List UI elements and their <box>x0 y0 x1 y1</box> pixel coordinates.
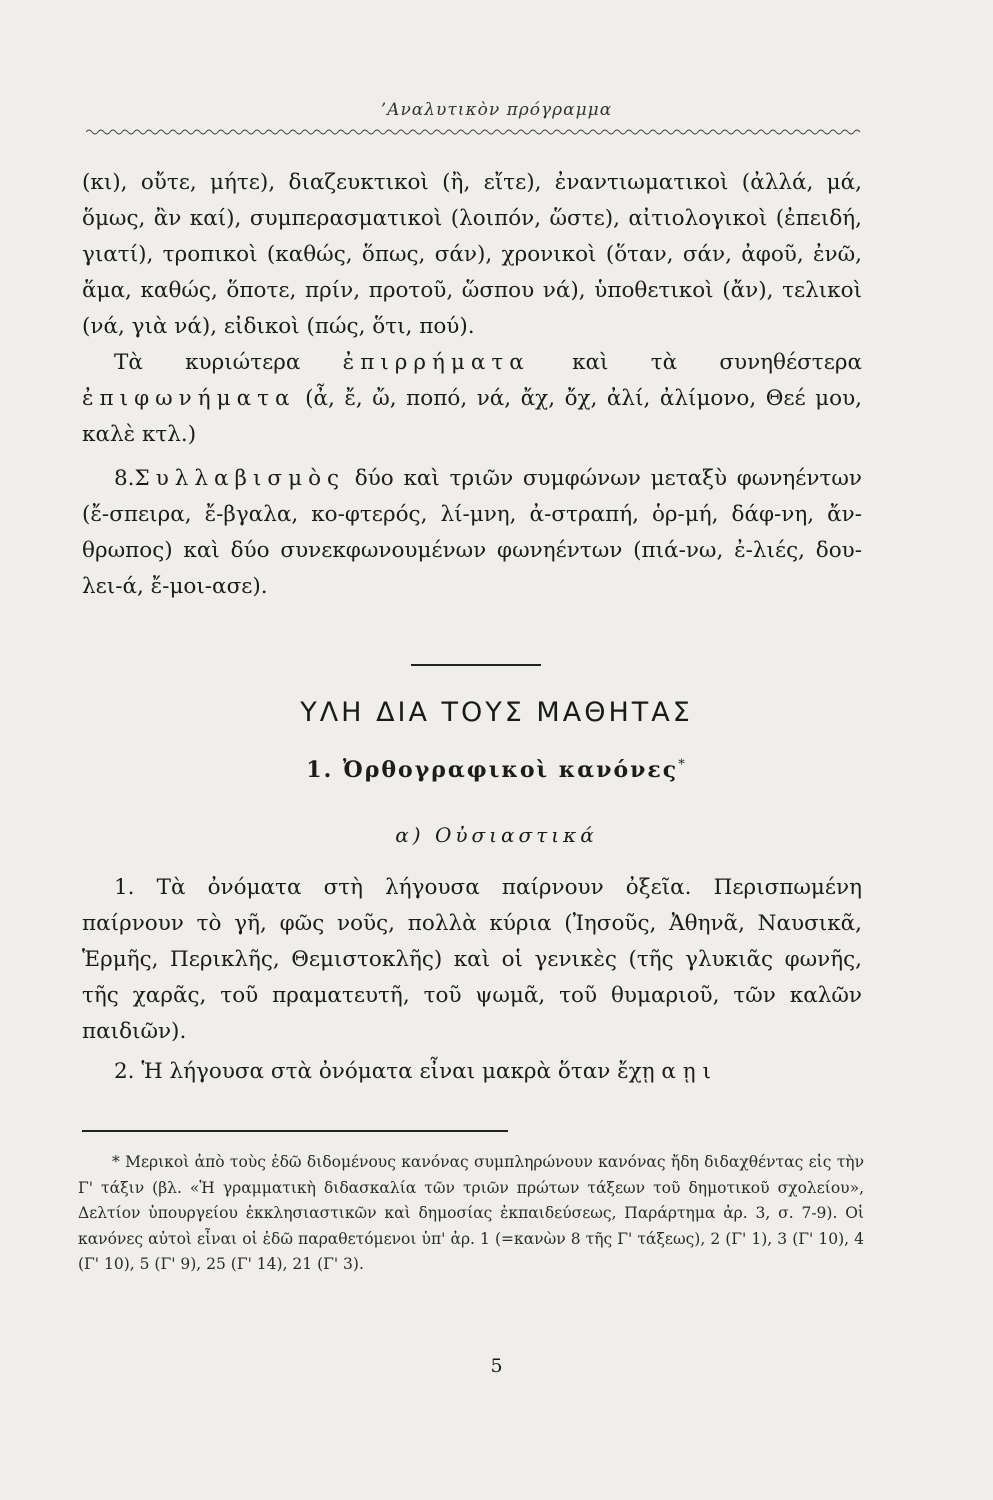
syllabification-text: δύο καὶ τριῶν συμφώνων μεταξὺ φωνηέντων (ἔ-σπειρα, ἔ-βγαλα, κο-φτερός, λί-μνη, ἀ-στραπή, ὁρ-μή, δάφ-νη, ἄν-θρωπος) καὶ δύο συνεκφωνουμένων φωνηέντων (πιά-νω, ἐ-λιές, δου-λει-ά, ἔ-μοι-ασε). <box>82 466 862 599</box>
section-title <box>0 757 993 783</box>
section-heading: Ὀρθογραφικοὶ κανόνες <box>342 757 679 783</box>
top-text-block <box>82 165 862 605</box>
term-syllabification: Συλλαβισμὸς <box>134 466 346 491</box>
adverbs-lead: Τὰ κυριώτερα <box>114 350 301 375</box>
wavy-divider <box>86 128 862 136</box>
paragraph-adverbs <box>82 345 862 453</box>
section-divider <box>411 664 541 666</box>
subsection-title: α) Οὐσιαστικά <box>395 823 598 847</box>
footnote-divider <box>82 1130 508 1132</box>
rules-block <box>82 870 862 1090</box>
footnote: * Μερικοὶ ἀπὸ τοὺς ἐδῶ διδομένους κανόνας συμπληρώνουν κανόνας ἤδη διδαχθέντας εἰς τὴν Γ' τάξιν (βλ. «Ἡ γραμματικὴ διδασκαλία τῶν τριῶν πρώτων τάξεων τοῦ δημοτικοῦ σχολείου», Δελτίον ὑπουργείου ἐκκλησιαστικῶν καὶ δημοσίας ἐκπαιδεύσεως, Παράρτημα ἀρ. 3, σ. 7-9). Οἱ κανόνες αὐτοὶ εἶναι οἱ ἐδῶ παραθετόμενοι ὑπ' ἀρ. 1 (=κανὼν 8 τῆς Γ' τάξεως), 2 (Γ' 1), 3 (Γ' 10), 4 (Γ' 10), 5 (Γ' 9), 25 (Γ' 14), 21 (Γ' 3). <box>78 1153 864 1273</box>
item-number: 8. <box>114 466 135 491</box>
paragraph-conjunctions: (κι), οὔτε, μήτε), διαζευκτικοὶ (ἢ, εἴτε), ἐναντιωματικοὶ (ἀλλά, μά, ὅμως, ἂν καί), συμπερασματικοὶ (λοιπόν, ὥστε), αἰτιολογικοὶ (ἐπειδή, γιατί), τροπικοὶ (καθώς, ὅπως, σάν), χρονικοὶ (ὅταν, σάν, ἀφοῦ, ἐνῶ, ἅμα, καθώς, ὅποτε, πρίν, προτοῦ, ὥσπου νά), ὑποθετικοὶ (ἄν), τελικοὶ (νά, γιὰ νά), εἰδικοὶ (πώς, ὅτι, πού). <box>82 170 862 339</box>
adverbs-mid: καὶ τὰ συνηθέστερα <box>572 350 862 375</box>
paragraph-syllabification <box>82 461 862 605</box>
footnote-marker: * <box>678 757 687 773</box>
term-interjections: ἐπιφωνήματα <box>82 386 296 411</box>
rule-1: 1. Τὰ ὀνόματα στὴ λήγουσα παίρνουν ὀξεῖα. Περισπωμένη παίρνουν τὸ γῆ, φῶς νοῦς, πολλὰ κύρια (Ἰησοῦς, Ἀθηνᾶ, Ναυσικᾶ, Ἑρμῆς, Περικλῆς, Θεμιστοκλῆς) καὶ οἱ γενικὲς (τῆς γλυκιᾶς φωνῆς, τῆς χαρᾶς, τοῦ πραματευτῆ, τοῦ ψωμᾶ, τοῦ θυμαριοῦ, τῶν καλῶν παιδιῶν). <box>82 875 862 1044</box>
section-number: 1. <box>306 757 334 783</box>
interjection-examples: (ἆ, ἔ, ὤ, ποπό, νά, ἄχ, ὄχ, ἀλί, ἀλίμονο, Θεέ μου, καλὲ κτλ.) <box>82 386 862 447</box>
running-head: ’Αναλυτικὸν πρόγραμμα <box>380 100 613 120</box>
term-adverbs: ἐπιρρήματα <box>342 350 530 375</box>
rule-2: 2. Ἡ λήγουσα στὰ ὀνόματα εἶναι μακρὰ ὅταν ἔχῃ α ῃ ι <box>114 1059 711 1084</box>
main-title: ΥΛΗ ΔΙΑ ΤΟΥΣ ΜΑΘΗΤΑΣ <box>300 697 693 728</box>
page-number: 5 <box>490 1355 503 1377</box>
